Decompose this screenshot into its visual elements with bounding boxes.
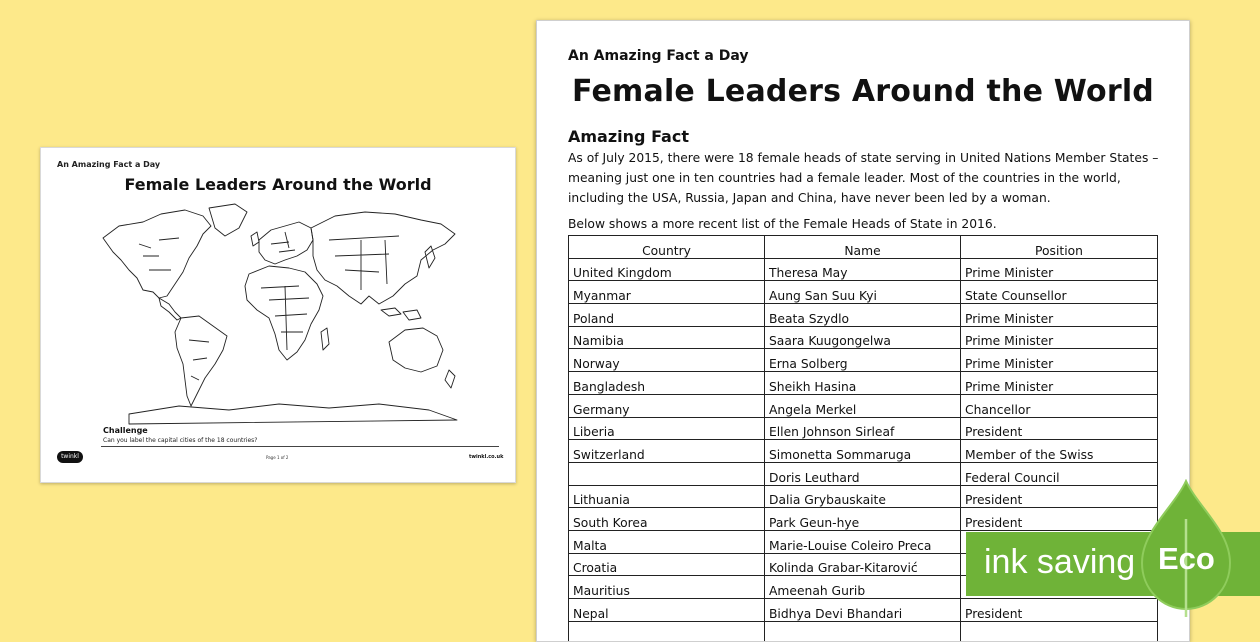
cell-country: Myanmar	[569, 281, 765, 304]
fact-heading: Amazing Fact	[568, 127, 689, 146]
table-row	[569, 326, 1158, 349]
thumbnail-title: Female Leaders Around the World	[124, 175, 432, 194]
cell-country: South Korea	[569, 508, 765, 531]
cell-country: Norway	[569, 349, 765, 372]
cell-position: Prime Minister	[961, 349, 1158, 372]
footer-url: twinkl.co.uk	[469, 454, 504, 460]
table-row	[569, 621, 1158, 642]
cell-name: Simonetta Sommaruga	[765, 440, 961, 463]
cell-name: Theresa May	[765, 258, 961, 281]
cell-name: Beata Szydlo	[765, 304, 961, 327]
cell-name: Kolinda Grabar-Kitarović	[765, 553, 961, 576]
cell-name: Park Geun-hye	[765, 508, 961, 531]
column-header-country: Country	[569, 236, 765, 259]
footer-divider	[101, 446, 499, 447]
table-row	[569, 462, 1158, 485]
cell-country	[569, 462, 765, 485]
cell-name: Marie-Louise Coleiro Preca	[765, 530, 961, 553]
list-intro: Below shows a more recent list of the Female Heads of State in 2016.	[568, 217, 997, 231]
column-header-name: Name	[765, 236, 961, 259]
cell-name: Angela Merkel	[765, 394, 961, 417]
cell-country: Nepal	[569, 599, 765, 622]
cell-country: Mauritius	[569, 576, 765, 599]
table-row	[569, 349, 1158, 372]
table-row	[569, 281, 1158, 304]
table-header-row	[569, 236, 1158, 259]
cell-position: President	[961, 599, 1158, 622]
ink-saving-label: ink saving	[984, 543, 1136, 581]
page-number: Page 1 of 2	[266, 455, 289, 460]
cell-position: President	[961, 485, 1158, 508]
cell-name: Ellen Johnson Sirleaf	[765, 417, 961, 440]
eco-label: Eco	[1158, 541, 1215, 576]
cell-name: Aung San Suu Kyi	[765, 281, 961, 304]
cell-name: Erna Solberg	[765, 349, 961, 372]
page-title: Female Leaders Around the World	[572, 74, 1154, 109]
cell-position: Prime Minister	[961, 304, 1158, 327]
cell-position: President	[961, 417, 1158, 440]
cell-name	[765, 621, 961, 642]
worksheet-thumbnail[interactable]	[40, 147, 516, 483]
twinkl-logo: twinkl	[57, 451, 83, 463]
cell-country: Croatia	[569, 553, 765, 576]
cell-country: Germany	[569, 394, 765, 417]
cell-name: Doris Leuthard	[765, 462, 961, 485]
world-map-outline	[99, 200, 459, 430]
table-row	[569, 440, 1158, 463]
cell-position: Member of the Swiss	[961, 440, 1158, 463]
cell-country: United Kingdom	[569, 258, 765, 281]
cell-country	[569, 621, 765, 642]
cell-position	[961, 621, 1158, 642]
fact-paragraph: As of July 2015, there were 18 female heads of state serving in United Nations Member States – meaning just one in ten countries had a female leader. Most of the countries in the world, including the USA, Russia, Japan and China, have never been led by a woman.	[568, 151, 1159, 205]
cell-name: Sheikh Hasina	[765, 372, 961, 395]
cell-country: Lithuania	[569, 485, 765, 508]
pre-title: An Amazing Fact a Day	[568, 48, 749, 64]
cell-name: Saara Kuugongelwa	[765, 326, 961, 349]
cell-country: Liberia	[569, 417, 765, 440]
challenge-heading: Challenge	[103, 426, 148, 435]
table-row	[569, 417, 1158, 440]
cell-country: Bangladesh	[569, 372, 765, 395]
cell-position: Prime Minister	[961, 258, 1158, 281]
cell-position: Federal Council	[961, 462, 1158, 485]
table-row	[569, 508, 1158, 531]
cell-position: Chancellor	[961, 394, 1158, 417]
cell-country: Switzerland	[569, 440, 765, 463]
challenge-question: Can you label the capital cities of the 18 countries?	[103, 437, 258, 444]
cell-country: Malta	[569, 530, 765, 553]
cell-country: Poland	[569, 304, 765, 327]
cell-name: Bidhya Devi Bhandari	[765, 599, 961, 622]
cell-position: State Counsellor	[961, 281, 1158, 304]
cell-position: Prime Minister	[961, 326, 1158, 349]
cell-country: Namibia	[569, 326, 765, 349]
cell-name: Ameenah Gurib	[765, 576, 961, 599]
cell-name: Dalia Grybauskaite	[765, 485, 961, 508]
cell-position: President	[961, 508, 1158, 531]
table-row	[569, 599, 1158, 622]
table-row	[569, 304, 1158, 327]
table-row	[569, 394, 1158, 417]
table-row	[569, 258, 1158, 281]
table-row	[569, 485, 1158, 508]
cell-position: Prime Minister	[961, 372, 1158, 395]
table-row	[569, 372, 1158, 395]
column-header-position: Position	[961, 236, 1158, 259]
thumbnail-pre-title: An Amazing Fact a Day	[57, 160, 161, 169]
